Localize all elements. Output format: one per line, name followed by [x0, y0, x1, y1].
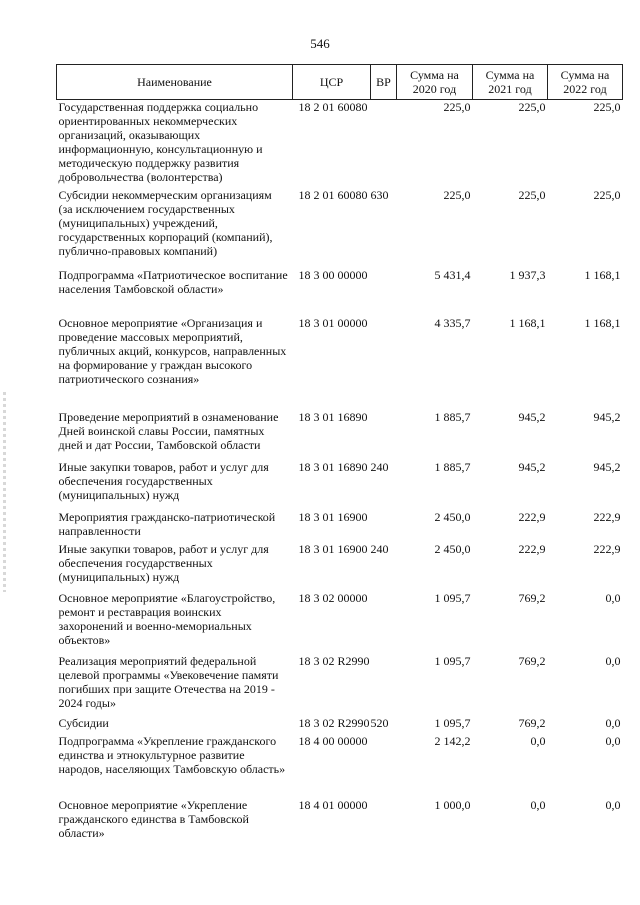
row-sum-2021: 945,2 [518, 459, 546, 474]
row-sum-2021: 0,0 [530, 797, 546, 812]
table-row [57, 410, 623, 460]
row-name: Подпрограмма «Укрепление гражданского единства и этнокультурное развитие народов, населяющих Тамбовскую область» [58, 733, 286, 776]
row-vr [371, 510, 397, 542]
table-row [57, 542, 623, 591]
table-row [57, 460, 623, 510]
row-sum-2020: 1 000,0 [434, 797, 471, 812]
row-sum-2021: 1 937,3 [509, 267, 546, 282]
row-sum-2021: 769,2 [518, 590, 546, 605]
table-row [57, 716, 623, 734]
row-name: Основное мероприятие «Укрепление гражданского единства в Тамбовской области» [58, 797, 249, 840]
row-sum-2022: 225,0 [593, 187, 621, 202]
row-name: Основное мероприятие «Благоустройство, ремонт и реставрация воинских захоронений и военно-мемориальных объектов» [58, 590, 276, 647]
row-code: 18 2 01 60080 [298, 187, 368, 202]
row-sum-2020: 1 095,7 [434, 715, 471, 730]
row-vr: 240 [370, 541, 389, 556]
table-row [57, 654, 623, 716]
table-row [57, 316, 623, 410]
row-sum-2021: 769,2 [518, 653, 546, 668]
row-vr [371, 798, 397, 848]
row-vr [371, 734, 397, 798]
row-sum-2020: 2 450,0 [434, 509, 471, 524]
row-vr: 240 [370, 459, 389, 474]
row-vr [371, 410, 397, 460]
row-sum-2022: 0,0 [605, 733, 621, 748]
row-sum-2022: 1 168,1 [584, 267, 621, 282]
row-sum-2021: 225,0 [518, 187, 546, 202]
row-code: 18 3 01 16890 [298, 409, 368, 424]
row-vr: 520 [370, 715, 389, 730]
row-sum-2021: 945,2 [518, 409, 546, 424]
row-vr [371, 654, 397, 716]
row-code: 18 4 00 00000 [298, 733, 368, 748]
table-header-row [57, 65, 623, 100]
table-row [57, 188, 623, 268]
row-code: 18 3 01 16900 [298, 541, 368, 556]
scan-margin-mark [3, 392, 6, 592]
row-name: Проведение мероприятий в ознаменование Дней воинской славы России, памятных дней и дат России, Тамбовской области [58, 409, 279, 452]
row-sum-2022: 0,0 [605, 715, 621, 730]
table-row [57, 510, 623, 542]
row-sum-2022: 0,0 [605, 590, 621, 605]
row-sum-2020: 225,0 [443, 187, 471, 202]
row-sum-2021: 225,0 [518, 100, 546, 114]
header-sum-2020: Сумма на 2020 год [397, 65, 473, 100]
header-code: ЦСР [293, 65, 371, 100]
row-sum-2021: 222,9 [518, 509, 546, 524]
row-sum-2022: 1 168,1 [584, 315, 621, 330]
table-row [57, 100, 623, 188]
row-sum-2022: 945,2 [593, 459, 621, 474]
row-sum-2022: 0,0 [605, 653, 621, 668]
table-row [57, 798, 623, 848]
row-sum-2020: 1 095,7 [434, 653, 471, 668]
row-name: Субсидии некоммерческим организациям (за исключением государственных (муниципальных) учреждений, государственных корпораций (компаний), публично-правовых компаний) [58, 187, 273, 258]
page-number: 546 [310, 36, 330, 51]
row-sum-2020: 1 095,7 [434, 590, 471, 605]
row-code: 18 3 00 00000 [298, 267, 368, 282]
row-sum-2022: 222,9 [593, 509, 621, 524]
table-row [57, 591, 623, 654]
row-sum-2022: 0,0 [605, 797, 621, 812]
row-name: Мероприятия гражданско-патриотической направленности [58, 509, 276, 538]
header-sum-2022: Сумма на 2022 год [548, 65, 623, 100]
row-sum-2021: 1 168,1 [509, 315, 546, 330]
row-sum-2020: 225,0 [443, 100, 471, 114]
header-name: Наименование [57, 65, 293, 100]
row-code: 18 3 01 16890 [298, 459, 368, 474]
row-code: 18 3 01 16900 [298, 509, 368, 524]
row-sum-2021: 0,0 [530, 733, 546, 748]
row-sum-2020: 5 431,4 [434, 267, 471, 282]
table-row [57, 734, 623, 798]
row-sum-2022: 945,2 [593, 409, 621, 424]
row-name: Реализация мероприятий федеральной целевой программы «Увековечение памяти погибших при защите Отечества на 2019 - 2024 годы» [58, 653, 279, 710]
header-sum-2021: Сумма на 2021 год [473, 65, 548, 100]
row-name: Иные закупки товаров, работ и услуг для обеспечения государственных (муниципальных) нужд [58, 459, 269, 502]
row-name: Подпрограмма «Патриотическое воспитание населения Тамбовской области» [58, 267, 288, 296]
row-code: 18 4 01 00000 [298, 797, 368, 812]
row-sum-2021: 769,2 [518, 715, 546, 730]
row-vr: 630 [370, 187, 389, 202]
row-sum-2022: 225,0 [593, 100, 621, 114]
row-code: 18 3 02 R2990 [298, 653, 370, 668]
row-vr [371, 268, 397, 316]
row-code: 18 3 02 00000 [298, 590, 368, 605]
row-vr [371, 100, 397, 188]
row-name: Иные закупки товаров, работ и услуг для обеспечения государственных (муниципальных) нужд [58, 541, 269, 584]
row-code: 18 2 01 60080 [298, 100, 368, 114]
row-name: Основное мероприятие «Организация и проведение массовых мероприятий, публичных акций, конкурсов, направленных на формирование у граждан высокого патриотического сознания» [58, 315, 287, 386]
row-code: 18 3 02 R2990 [298, 715, 370, 730]
row-code: 18 3 01 00000 [298, 315, 368, 330]
row-sum-2021: 222,9 [518, 541, 546, 556]
row-sum-2020: 2 142,2 [434, 733, 471, 748]
table-row [57, 268, 623, 316]
row-vr [371, 591, 397, 654]
row-name: Государственная поддержка социально ориентированных некоммерческих организаций, оказывающих информационную, консультационную и методическую поддержку развития добровольчества (волонтерства) [58, 100, 263, 184]
header-vr: ВР [371, 65, 397, 100]
row-sum-2020: 2 450,0 [434, 541, 471, 556]
row-vr [371, 316, 397, 410]
row-sum-2020: 1 885,7 [434, 459, 471, 474]
budget-table [56, 64, 623, 848]
row-sum-2022: 222,9 [593, 541, 621, 556]
row-sum-2020: 1 885,7 [434, 409, 471, 424]
row-sum-2020: 4 335,7 [434, 315, 471, 330]
row-name: Субсидии [58, 715, 109, 730]
